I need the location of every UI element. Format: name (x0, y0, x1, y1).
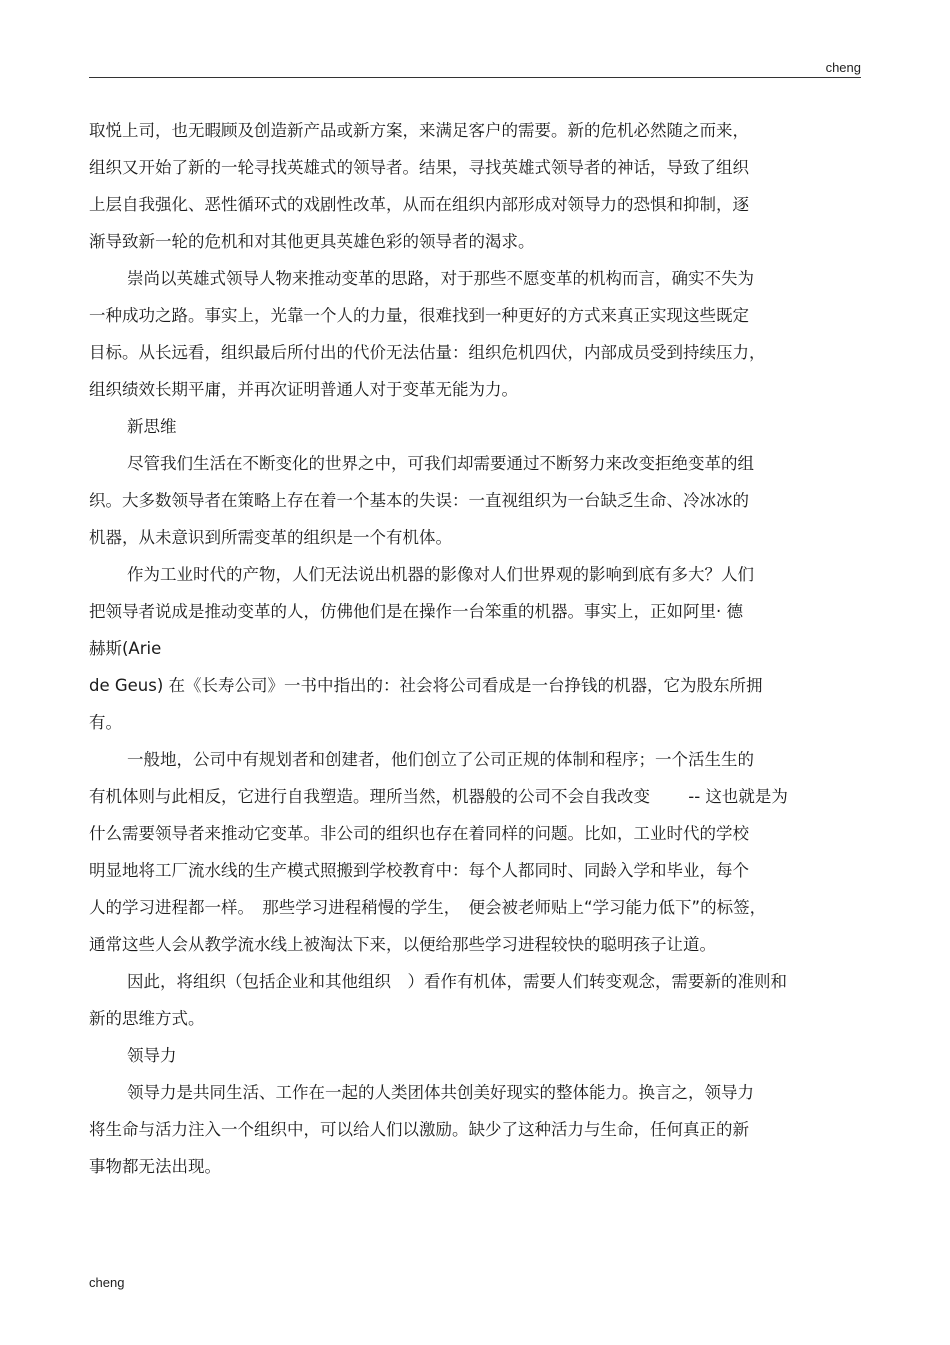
text-line: 组织绩效长期平庸，并再次证明普通人对于变革无能为力。 (89, 380, 518, 399)
text-line: 事物都无法出现。 (89, 1157, 221, 1176)
text-line: 作为工业时代的产物，人们无法说出机器的影像对人们世界观的影响到底有多大？人们 (127, 565, 754, 584)
text-line: 织。大多数领导者在策略上存在着一个基本的失误：一直视组织为一台缺乏生命、冷冰冰的 (89, 491, 749, 510)
text-line: 目标。从长远看，组织最后所付出的代价无法估量：组织危机四伏，内部成员受到持续压力， (89, 343, 766, 362)
text-line: 崇尚以英雄式领导人物来推动变革的思路，对于那些不愿变革的机构而言，确实不失为 (127, 269, 754, 288)
text-line: 新思维 (127, 417, 177, 436)
text-line: 赫斯(Arie (89, 639, 162, 658)
text-line: 什么需要领导者来推动它变革。非公司的组织也存在着同样的问题。比如，工业时代的学校 (89, 824, 749, 843)
text-line: 渐导致新一轮的危机和对其他更具英雄色彩的领导者的渴求。 (89, 232, 535, 251)
text-line: 领导力是共同生活、工作在一起的人类团体共创美好现实的整体能力。换言之，领导力 (127, 1083, 754, 1102)
text-line: 领导力 (127, 1046, 177, 1065)
text-line: 明显地将工厂流水线的生产模式照搬到学校教育中：每个人都同时、同龄入学和毕业，每个 (89, 861, 749, 880)
header-divider (89, 77, 861, 78)
text-line: 上层自我强化、恶性循环式的戏剧性改革，从而在组织内部形成对领导力的恐惧和抑制，逐 (89, 195, 749, 214)
text-line: 有。 (89, 713, 122, 732)
text-line: 因此，将组织（包括企业和其他组织 ）看作有机体，需要人们转变观念，需要新的准则和 (127, 972, 787, 991)
text-line: 把领导者说成是推动变革的人，仿佛他们是在操作一台笨重的机器。事实上，正如阿里· 德 (89, 602, 743, 621)
text-line: 人的学习进程都一样。 那些学习进程稍慢的学生， 便会被老师贴上“学习能力低下”的标签， (89, 898, 767, 917)
text-line: 机器，从未意识到所需变革的组织是一个有机体。 (89, 528, 452, 547)
page-header-text: cheng (825, 60, 861, 75)
document-body (89, 112, 861, 1185)
text-line: de Geus) 在《长寿公司》一书中指出的：社会将公司看成是一台挣钱的机器，它为股东所拥 (89, 676, 763, 695)
text-line: 通常这些人会从教学流水线上被淘汰下来，以便给那些学习进程较快的聪明孩子让道。 (89, 935, 716, 954)
page-footer-text: cheng (89, 1275, 125, 1290)
text-line: 有机体则与此相反，它进行自我塑造。理所当然，机器般的公司不会自我改变 -- 这也就是为 (89, 787, 788, 806)
text-line: 将生命与活力注入一个组织中，可以给人们以激励。缺少了这种活力与生命，任何真正的新 (89, 1120, 749, 1139)
text-line: 一种成功之路。事实上，光靠一个人的力量，很难找到一种更好的方式来真正实现这些既定 (89, 306, 749, 325)
text-line: 新的思维方式。 (89, 1009, 205, 1028)
text-line: 取悦上司，也无暇顾及创造新产品或新方案，来满足客户的需要。新的危机必然随之而来， (89, 121, 749, 140)
text-line: 一般地，公司中有规划者和创建者，他们创立了公司正规的体制和程序；一个活生生的 (127, 750, 754, 769)
text-line: 组织又开始了新的一轮寻找英雄式的领导者。结果，寻找英雄式领导者的神话，导致了组织 (89, 158, 749, 177)
text-line: 尽管我们生活在不断变化的世界之中，可我们却需要通过不断努力来改变拒绝变革的组 (127, 454, 754, 473)
